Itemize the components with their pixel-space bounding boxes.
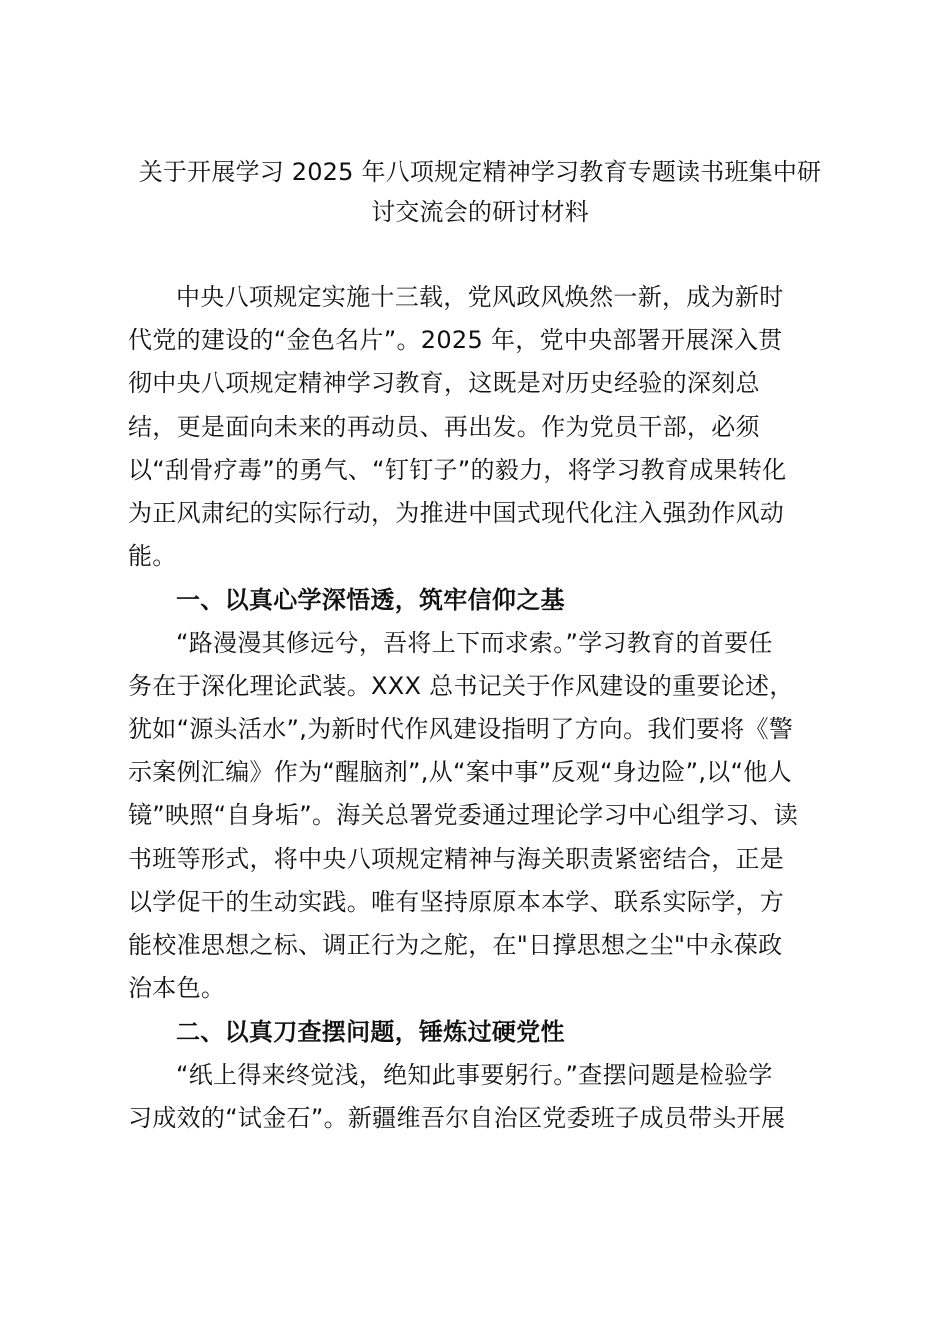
paragraph-line: 治本色。 xyxy=(128,974,226,1003)
section1-paragraph xyxy=(128,622,828,1011)
paragraph-line: 镜”映照“自身垢”。海关总署党委通过理论学习中心组学习、读 xyxy=(128,801,798,830)
paragraph-line: “纸上得来终觉浅，绝知此事要躬行。”查摆问题是检验学 xyxy=(176,1060,773,1089)
title-line: 讨交流会的研讨材料 xyxy=(371,198,589,226)
paragraph-line: 能校准思想之标、调正行为之舵，在"日撑思想之尘"中永葆政 xyxy=(128,931,783,960)
section-heading-1: 一、以真心学深悟透，筑牢信仰之基 xyxy=(176,585,565,615)
title-line: 关于开展学习 2025 年八项规定精神学习教育专题读书班集中研 xyxy=(138,158,822,186)
paragraph-line: 能。 xyxy=(128,542,177,571)
paragraph-line: “路漫漫其修远兮，吾将上下而求索。”学习教育的首要任 xyxy=(176,628,773,657)
section2-paragraph xyxy=(128,1054,828,1140)
paragraph-line: 以“刮骨疗毒”的勇气、“钉钉子”的毅力，将学习教育成果转化 xyxy=(128,455,787,484)
paragraph-line: 代党的建设的“金色名片”。2025 年，党中央部署开展深入贯 xyxy=(128,326,783,355)
paragraph-line: 中央八项规定实施十三载，党风政风焕然一新，成为新时 xyxy=(176,283,784,311)
paragraph-line: 示案例汇编》作为“醒脑剂”,从“案中事”反观“身边险”,以“他人 xyxy=(128,758,792,787)
intro-paragraph xyxy=(128,276,828,578)
paragraph-line: 书班等形式，将中央八项规定精神与海关职责紧密结合，正是 xyxy=(128,844,785,873)
section-heading-2: 二、以真刀查摆问题，锤炼过硬党性 xyxy=(176,1017,565,1047)
document-body xyxy=(128,276,828,1140)
paragraph-line: 习成效的“试金石”。新疆维吾尔自治区党委班子成员带头开展 xyxy=(128,1103,786,1132)
paragraph-line: 务在于深化理论武装。XXX 总书记关于作风建设的重要论述， xyxy=(128,671,794,700)
paragraph-line: 彻中央八项规定精神学习教育，这既是对历史经验的深刻总 xyxy=(128,369,760,398)
document-title xyxy=(120,152,840,232)
paragraph-line: 为正风肃纪的实际行动，为推进中国式现代化注入强劲作风动 xyxy=(128,499,785,528)
paragraph-line: 犹如“源头活水”,为新时代作风建设指明了方向。我们要将《警 xyxy=(128,715,794,744)
paragraph-line: 结，更是面向未来的再动员、再出发。作为党员干部，必须 xyxy=(128,412,760,441)
paragraph-line: 以学促干的生动实践。唯有坚持原原本本学、联系实际学，方 xyxy=(128,887,785,916)
